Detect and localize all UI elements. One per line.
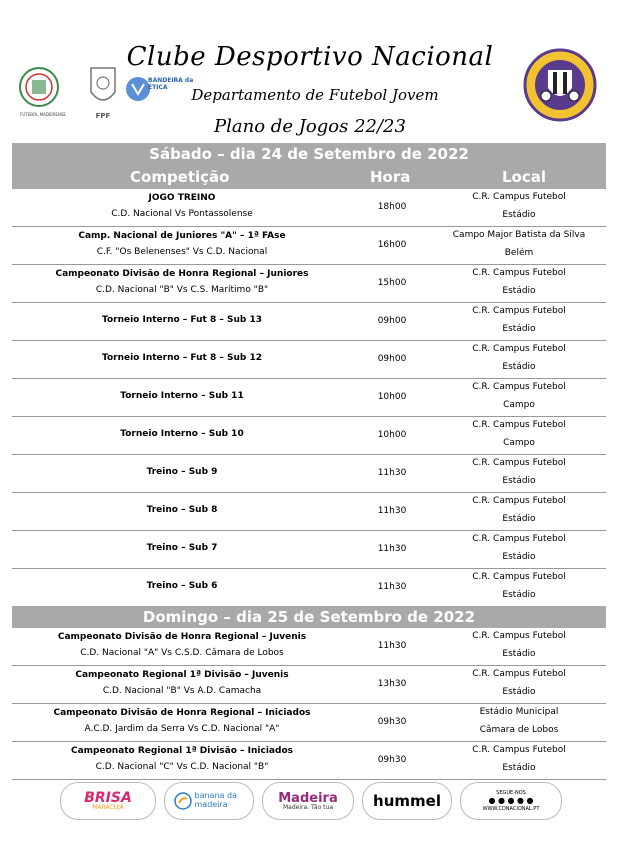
hora-cell: 11h30 [377, 468, 407, 478]
brisa-label: BRISA [84, 790, 132, 806]
competition-name: Campeonato Divisão de Honra Regional – Juvenis [57, 632, 307, 642]
match-name: C.F. "Os Belenenses" Vs C.D. Nacional [96, 247, 268, 257]
madeira-label: Madeira [278, 790, 338, 806]
competition-name: Treino – Sub 9 [146, 467, 218, 477]
local-line-1: C.R. Campus Futebol [472, 669, 566, 679]
club-crest-icon [516, 48, 604, 122]
competition-name: JOGO TREINO [148, 193, 216, 203]
match-name: C.D. Nacional "B" Vs C.S. Marítimo "B" [95, 285, 269, 295]
local-line-1: C.R. Campus Futebol [472, 192, 566, 202]
local-line-1: C.R. Campus Futebol [472, 534, 566, 544]
competition-name: Treino – Sub 6 [146, 581, 218, 591]
competition-name: Torneio Interno – Fut 8 – Sub 12 [102, 353, 262, 363]
document-header [0, 0, 621, 140]
saturday-section-title: Sábado – dia 24 de Setembro de 2022 [12, 143, 606, 165]
table-row [12, 379, 606, 417]
match-name: A.C.D. Jardim da Serra Vs C.D. Nacional "A" [84, 724, 280, 734]
local-line-2: Estádio [502, 552, 536, 562]
bandeira-etica-label: BANDEIRA da ÉTICA [148, 77, 194, 91]
hora-cell: 11h30 [377, 582, 407, 592]
sponsor-bar [60, 782, 560, 822]
match-name: C.D. Nacional Vs Pontassolense [111, 209, 253, 219]
local-line-1: C.R. Campus Futebol [472, 458, 566, 468]
plan-title: Plano de Jogos 22/23 [214, 116, 406, 137]
competition-name: Treino – Sub 8 [146, 505, 218, 515]
match-name: C.D. Nacional "A" Vs C.S.D. Câmara de Lobos [80, 648, 284, 658]
local-line-1: C.R. Campus Futebol [472, 344, 566, 354]
hora-cell: 09h00 [377, 354, 407, 364]
federation-seal-icon [18, 66, 60, 108]
table-row [12, 265, 606, 303]
competition-name: Campeonato Divisão de Honra Regional – Iniciados [53, 708, 311, 718]
table-row [12, 417, 606, 455]
hummel-label: hummel [373, 792, 441, 810]
table-row [12, 666, 606, 704]
hora-cell: 11h30 [377, 544, 407, 554]
social-icons: ● ● ● ● ● [488, 796, 534, 806]
sponsor-banana [164, 782, 254, 820]
match-name: C.D. Nacional "B" Vs A.D. Camacha [102, 686, 262, 696]
page-title: Clube Desportivo Nacional [126, 42, 494, 72]
table-row [12, 303, 606, 341]
local-line-2: Estádio [502, 210, 536, 220]
local-line-2: Estádio [502, 590, 536, 600]
local-line-2: Estádio [502, 476, 536, 486]
competition-name: Campeonato Regional 1ª Divisão – Iniciados [70, 746, 293, 756]
local-line-2: Câmara de Lobos [479, 725, 559, 735]
local-line-2: Estádio [502, 514, 536, 524]
madeira-sub: Madeira. Tão tua [282, 803, 334, 811]
competition-name: Campeonato Regional 1ª Divisão – Juvenis [75, 670, 289, 680]
fpf-badge-icon [88, 66, 118, 112]
local-line-2: Estádio [502, 362, 536, 372]
competition-name: Torneio Interno – Fut 8 – Sub 13 [102, 315, 262, 325]
table-row [12, 742, 606, 780]
local-line-2: Estádio [502, 687, 536, 697]
hora-cell: 13h30 [377, 679, 407, 689]
competition-name: Torneio Interno – Sub 11 [120, 391, 244, 401]
local-line-1: C.R. Campus Futebol [472, 420, 566, 430]
competition-name: Torneio Interno – Sub 10 [120, 429, 244, 439]
hora-cell: 09h30 [377, 755, 407, 765]
hora-cell: 09h30 [377, 717, 407, 727]
local-line-2: Estádio [502, 649, 536, 659]
local-line-1: Campo Major Batista da Silva [452, 230, 586, 240]
competition-name: Treino – Sub 7 [146, 543, 218, 553]
banana-icon [174, 792, 192, 810]
page-subtitle: Departamento de Futebol Jovem [191, 86, 439, 104]
table-row [12, 704, 606, 742]
local-line-1: C.R. Campus Futebol [472, 745, 566, 755]
hora-cell: 09h00 [377, 316, 407, 326]
social-label: SEGUE-NOS [496, 790, 526, 797]
column-headers [12, 165, 606, 189]
column-hora: Hora [370, 168, 411, 186]
competition-name: Campeonato Divisão de Honra Regional – Juniores [55, 269, 309, 279]
local-line-1: C.R. Campus Futebol [472, 631, 566, 641]
table-row [12, 493, 606, 531]
table-row [12, 189, 606, 227]
competition-name: Camp. Nacional de Juniores "A" – 1ª FAse [78, 231, 286, 241]
saturday-table [12, 189, 606, 605]
brisa-sub: MARACUJÁ [92, 804, 124, 811]
hora-cell: 11h30 [377, 641, 407, 651]
local-line-1: C.R. Campus Futebol [472, 382, 566, 392]
local-line-1: C.R. Campus Futebol [472, 572, 566, 582]
sunday-table [12, 628, 606, 780]
local-line-2: Estádio [502, 763, 536, 773]
sponsor-hummel [362, 782, 452, 820]
federation-caption: FUTEBOL MADEIRENSE [20, 112, 66, 117]
sunday-section-title: Domingo – dia 25 de Setembro de 2022 [12, 606, 606, 628]
sponsor-brisa [60, 782, 156, 820]
table-row [12, 531, 606, 569]
table-row [12, 455, 606, 493]
local-line-2: Belém [504, 248, 534, 258]
table-row [12, 341, 606, 379]
local-line-1: C.R. Campus Futebol [472, 496, 566, 506]
hora-cell: 15h00 [377, 278, 407, 288]
local-line-2: Estádio [502, 324, 536, 334]
local-line-2: Campo [503, 438, 535, 448]
local-line-2: Estádio [502, 286, 536, 296]
table-row [12, 569, 606, 607]
local-line-2: Campo [503, 400, 535, 410]
table-row [12, 227, 606, 265]
sponsor-madeira [262, 782, 354, 820]
hora-cell: 10h00 [377, 392, 407, 402]
fpf-label: FPF [95, 112, 111, 120]
sponsor-social [460, 782, 562, 820]
hora-cell: 11h30 [377, 506, 407, 516]
local-line-1: Estádio Municipal [479, 707, 559, 717]
match-name: C.D. Nacional "C" Vs C.D. Nacional "B" [95, 762, 269, 772]
hora-cell: 16h00 [377, 240, 407, 250]
local-line-1: C.R. Campus Futebol [472, 268, 566, 278]
column-local: Local [502, 168, 547, 186]
hora-cell: 18h00 [377, 202, 407, 212]
table-row [12, 628, 606, 666]
social-url[interactable]: WWW.CDNACIONAL.PT [482, 805, 540, 812]
hora-cell: 10h00 [377, 430, 407, 440]
banana-label: banana da madeira [194, 791, 237, 809]
column-competicao: Competição [130, 168, 230, 186]
local-line-1: C.R. Campus Futebol [472, 306, 566, 316]
